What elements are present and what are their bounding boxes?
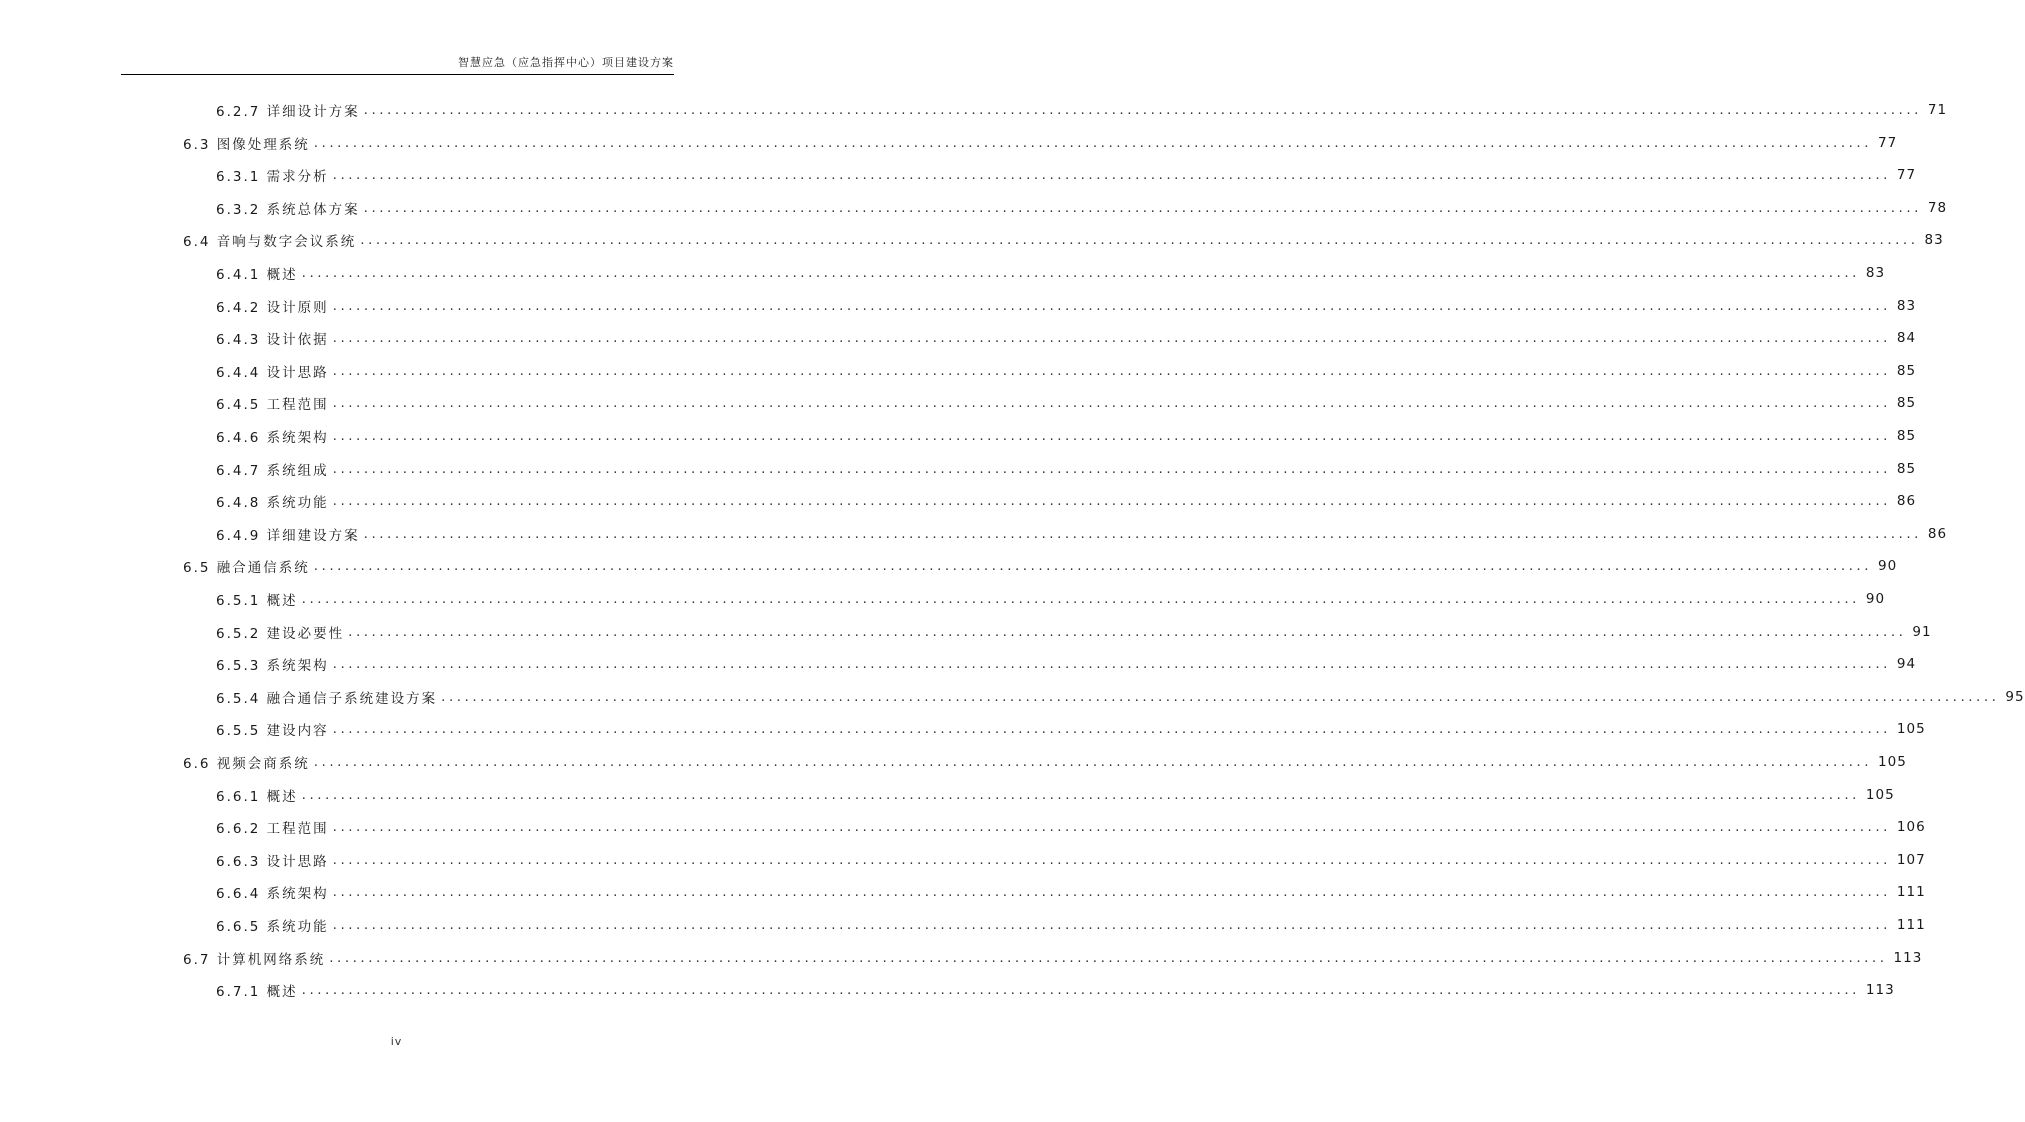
toc-leader-dots: ........................................................................................................................................................................................................: [363, 102, 1922, 118]
toc-leader-dots: ........................................................................................................................................................................................................: [313, 754, 1873, 770]
toc-entry-page: 71: [1927, 102, 1948, 118]
toc-entry[interactable]: [183, 554, 1898, 578]
toc-leader-dots: ........................................................................................................................................................................................................: [332, 428, 1891, 444]
toc-entry-label: 6.5.2 建设必要性: [216, 625, 345, 642]
toc-leader-dots: ........................................................................................................................................................................................................: [363, 525, 1922, 542]
toc-leader-dots: ........................................................................................................................................................................................................: [332, 884, 1891, 901]
toc-entry-page: 107: [1896, 851, 1926, 868]
toc-entry-page: 83: [1924, 232, 1944, 249]
toc-entry[interactable]: [216, 880, 1926, 904]
toc-entry[interactable]: [216, 848, 1926, 872]
toc-entry-page: 95: [2005, 688, 2025, 705]
toc-entry[interactable]: [216, 685, 2025, 709]
toc-entry[interactable]: [183, 750, 1907, 774]
toc-leader-dots: ........................................................................................................................................................................................................: [332, 851, 1891, 868]
toc-entry-page: 91: [1912, 623, 1932, 640]
toc-entry[interactable]: [183, 946, 1923, 970]
toc-leader-dots: ........................................................................................................................................................................................................: [332, 395, 1891, 412]
toc-entry[interactable]: [216, 196, 1948, 220]
toc-entry-label: 6.6.2 工程范围: [216, 821, 329, 838]
toc-entry-page: 90: [1865, 591, 1886, 607]
toc-leader-dots: ........................................................................................................................................................................................................: [301, 786, 1860, 803]
toc-entry-label: 6.4.7 系统组成: [216, 462, 329, 479]
toc-entry-page: 86: [1896, 493, 1917, 510]
toc-entry[interactable]: [216, 294, 1917, 318]
toc-leader-dots: ........................................................................................................................................................................................................: [363, 199, 1922, 216]
toc-leader-dots: ........................................................................................................................................................................................................: [332, 297, 1891, 314]
toc-entry-label: 6.4.4 设计思路: [216, 364, 329, 381]
toc-entry-page: 77: [1878, 134, 1898, 151]
toc-entry[interactable]: [216, 522, 1948, 546]
toc-entry[interactable]: [216, 620, 1932, 644]
toc-leader-dots: ........................................................................................................................................................................................................: [313, 134, 1873, 151]
toc-entry-label: 6.4.6 系统架构: [216, 430, 329, 446]
toc-leader-dots: ........................................................................................................................................................................................................: [332, 493, 1891, 510]
toc-entry-page: 113: [1893, 949, 1923, 966]
toc-entry-page: 106: [1896, 819, 1926, 836]
toc-entry-label: 6.7.1 概述: [216, 984, 298, 1001]
toc-entry-label: 6.4.3 设计依据: [216, 332, 329, 349]
toc-entry-label: 6.4.2 设计原则: [216, 299, 329, 316]
toc-entry-page: 105: [1896, 721, 1926, 738]
toc-entry-label: 6.3.1 需求分析: [216, 169, 329, 186]
toc-entry-page: 94: [1896, 656, 1917, 673]
toc-leader-dots: ........................................................................................................................................................................................................: [360, 232, 1919, 249]
toc-entry[interactable]: [216, 391, 1917, 415]
toc-entry[interactable]: [216, 261, 1886, 285]
toc-entry-page: 90: [1878, 558, 1898, 575]
document-title: 智慧应急（应急指挥中心）项目建设方案: [458, 56, 674, 69]
toc-entry-label: 6.4.5 工程范围: [216, 397, 329, 414]
toc-entry[interactable]: [216, 978, 1895, 1002]
toc-leader-dots: ........................................................................................................................................................................................................: [332, 362, 1891, 379]
toc-entry-label: 6.4.8 系统功能: [216, 495, 329, 512]
toc-entry[interactable]: [183, 228, 1944, 252]
toc-entry-page: 111: [1896, 884, 1926, 901]
toc-entry-label: 6.3.2 系统总体方案: [216, 201, 360, 218]
toc-entry-label: 6.6.3 设计思路: [216, 853, 329, 870]
toc-entry-label: 6.5.4 融合通信子系统建设方案: [216, 690, 438, 707]
toc-entry-page: 85: [1896, 460, 1917, 477]
toc-entry[interactable]: [216, 587, 1886, 611]
toc-entry-page: 86: [1927, 525, 1948, 542]
toc-entry-page: 84: [1896, 330, 1917, 347]
page-header: [121, 52, 674, 75]
toc-entry-page: 111: [1896, 917, 1926, 933]
page-number: iv: [390, 1035, 403, 1048]
toc-entry-label: 6.6.1 概述: [216, 788, 298, 805]
toc-entry-page: 83: [1865, 265, 1886, 281]
toc-entry-page: 105: [1865, 786, 1895, 803]
toc-leader-dots: ........................................................................................................................................................................................................: [301, 591, 1860, 607]
toc-entry-page: 85: [1896, 362, 1917, 379]
toc-leader-dots: ........................................................................................................................................................................................................: [313, 558, 1873, 575]
toc-entry[interactable]: [216, 359, 1917, 383]
toc-leader-dots: ........................................................................................................................................................................................................: [301, 265, 1860, 281]
toc-leader-dots: ........................................................................................................................................................................................................: [332, 167, 1891, 184]
toc-entry-label: 6.2.7 详细设计方案: [216, 104, 360, 120]
toc-leader-dots: ........................................................................................................................................................................................................: [332, 721, 1891, 738]
toc-entry-label: 6.3 图像处理系统: [183, 136, 310, 153]
toc-leader-dots: ........................................................................................................................................................................................................: [332, 917, 1891, 933]
toc-leader-dots: ........................................................................................................................................................................................................: [329, 949, 1888, 966]
toc-entry-label: 6.6.4 系统架构: [216, 886, 329, 903]
toc-entry[interactable]: [216, 163, 1917, 187]
toc-entry-label: 6.4.1 概述: [216, 267, 298, 283]
toc-entry[interactable]: [216, 457, 1917, 481]
toc-entry-page: 77: [1896, 167, 1917, 184]
toc-entry[interactable]: [216, 913, 1926, 937]
toc-entry-page: 85: [1896, 395, 1917, 412]
toc-entry-page: 105: [1878, 754, 1907, 770]
toc-entry-label: 6.4 音响与数字会议系统: [183, 234, 357, 251]
toc-leader-dots: ........................................................................................................................................................................................................: [348, 623, 1907, 640]
toc-entry[interactable]: [216, 326, 1917, 350]
toc-leader-dots: ........................................................................................................................................................................................................: [332, 656, 1891, 673]
toc-entry[interactable]: [216, 424, 1917, 448]
toc-entry-page: 83: [1896, 297, 1917, 314]
toc-entry-page: 113: [1865, 982, 1895, 999]
toc-leader-dots: ........................................................................................................................................................................................................: [441, 688, 2000, 705]
toc-entry[interactable]: [216, 717, 1926, 741]
toc-entry-label: 6.4.9 详细建设方案: [216, 527, 360, 544]
toc-leader-dots: ........................................................................................................................................................................................................: [332, 330, 1891, 347]
toc-entry-label: 6.5.5 建设内容: [216, 723, 329, 740]
toc-entry[interactable]: [216, 489, 1917, 513]
toc-leader-dots: ........................................................................................................................................................................................................: [332, 819, 1891, 836]
toc-entry-label: 6.5 融合通信系统: [183, 560, 310, 577]
toc-entry-label: 6.6 视频会商系统: [183, 756, 310, 772]
toc-entry-label: 6.7 计算机网络系统: [183, 951, 326, 968]
toc-entry[interactable]: [183, 131, 1898, 155]
toc-entry-label: 6.5.3 系统架构: [216, 658, 329, 675]
toc-entry-label: 6.5.1 概述: [216, 593, 298, 609]
toc-entry-label: 6.6.5 系统功能: [216, 919, 329, 935]
toc-entry[interactable]: [216, 815, 1926, 839]
toc-entry[interactable]: [216, 98, 1948, 122]
toc-entry-page: 85: [1896, 428, 1917, 444]
toc-leader-dots: ........................................................................................................................................................................................................: [332, 460, 1891, 477]
toc-entry[interactable]: [216, 652, 1917, 676]
toc-entry[interactable]: [216, 783, 1895, 807]
toc-leader-dots: ........................................................................................................................................................................................................: [301, 982, 1860, 999]
toc-entry-page: 78: [1927, 199, 1948, 216]
